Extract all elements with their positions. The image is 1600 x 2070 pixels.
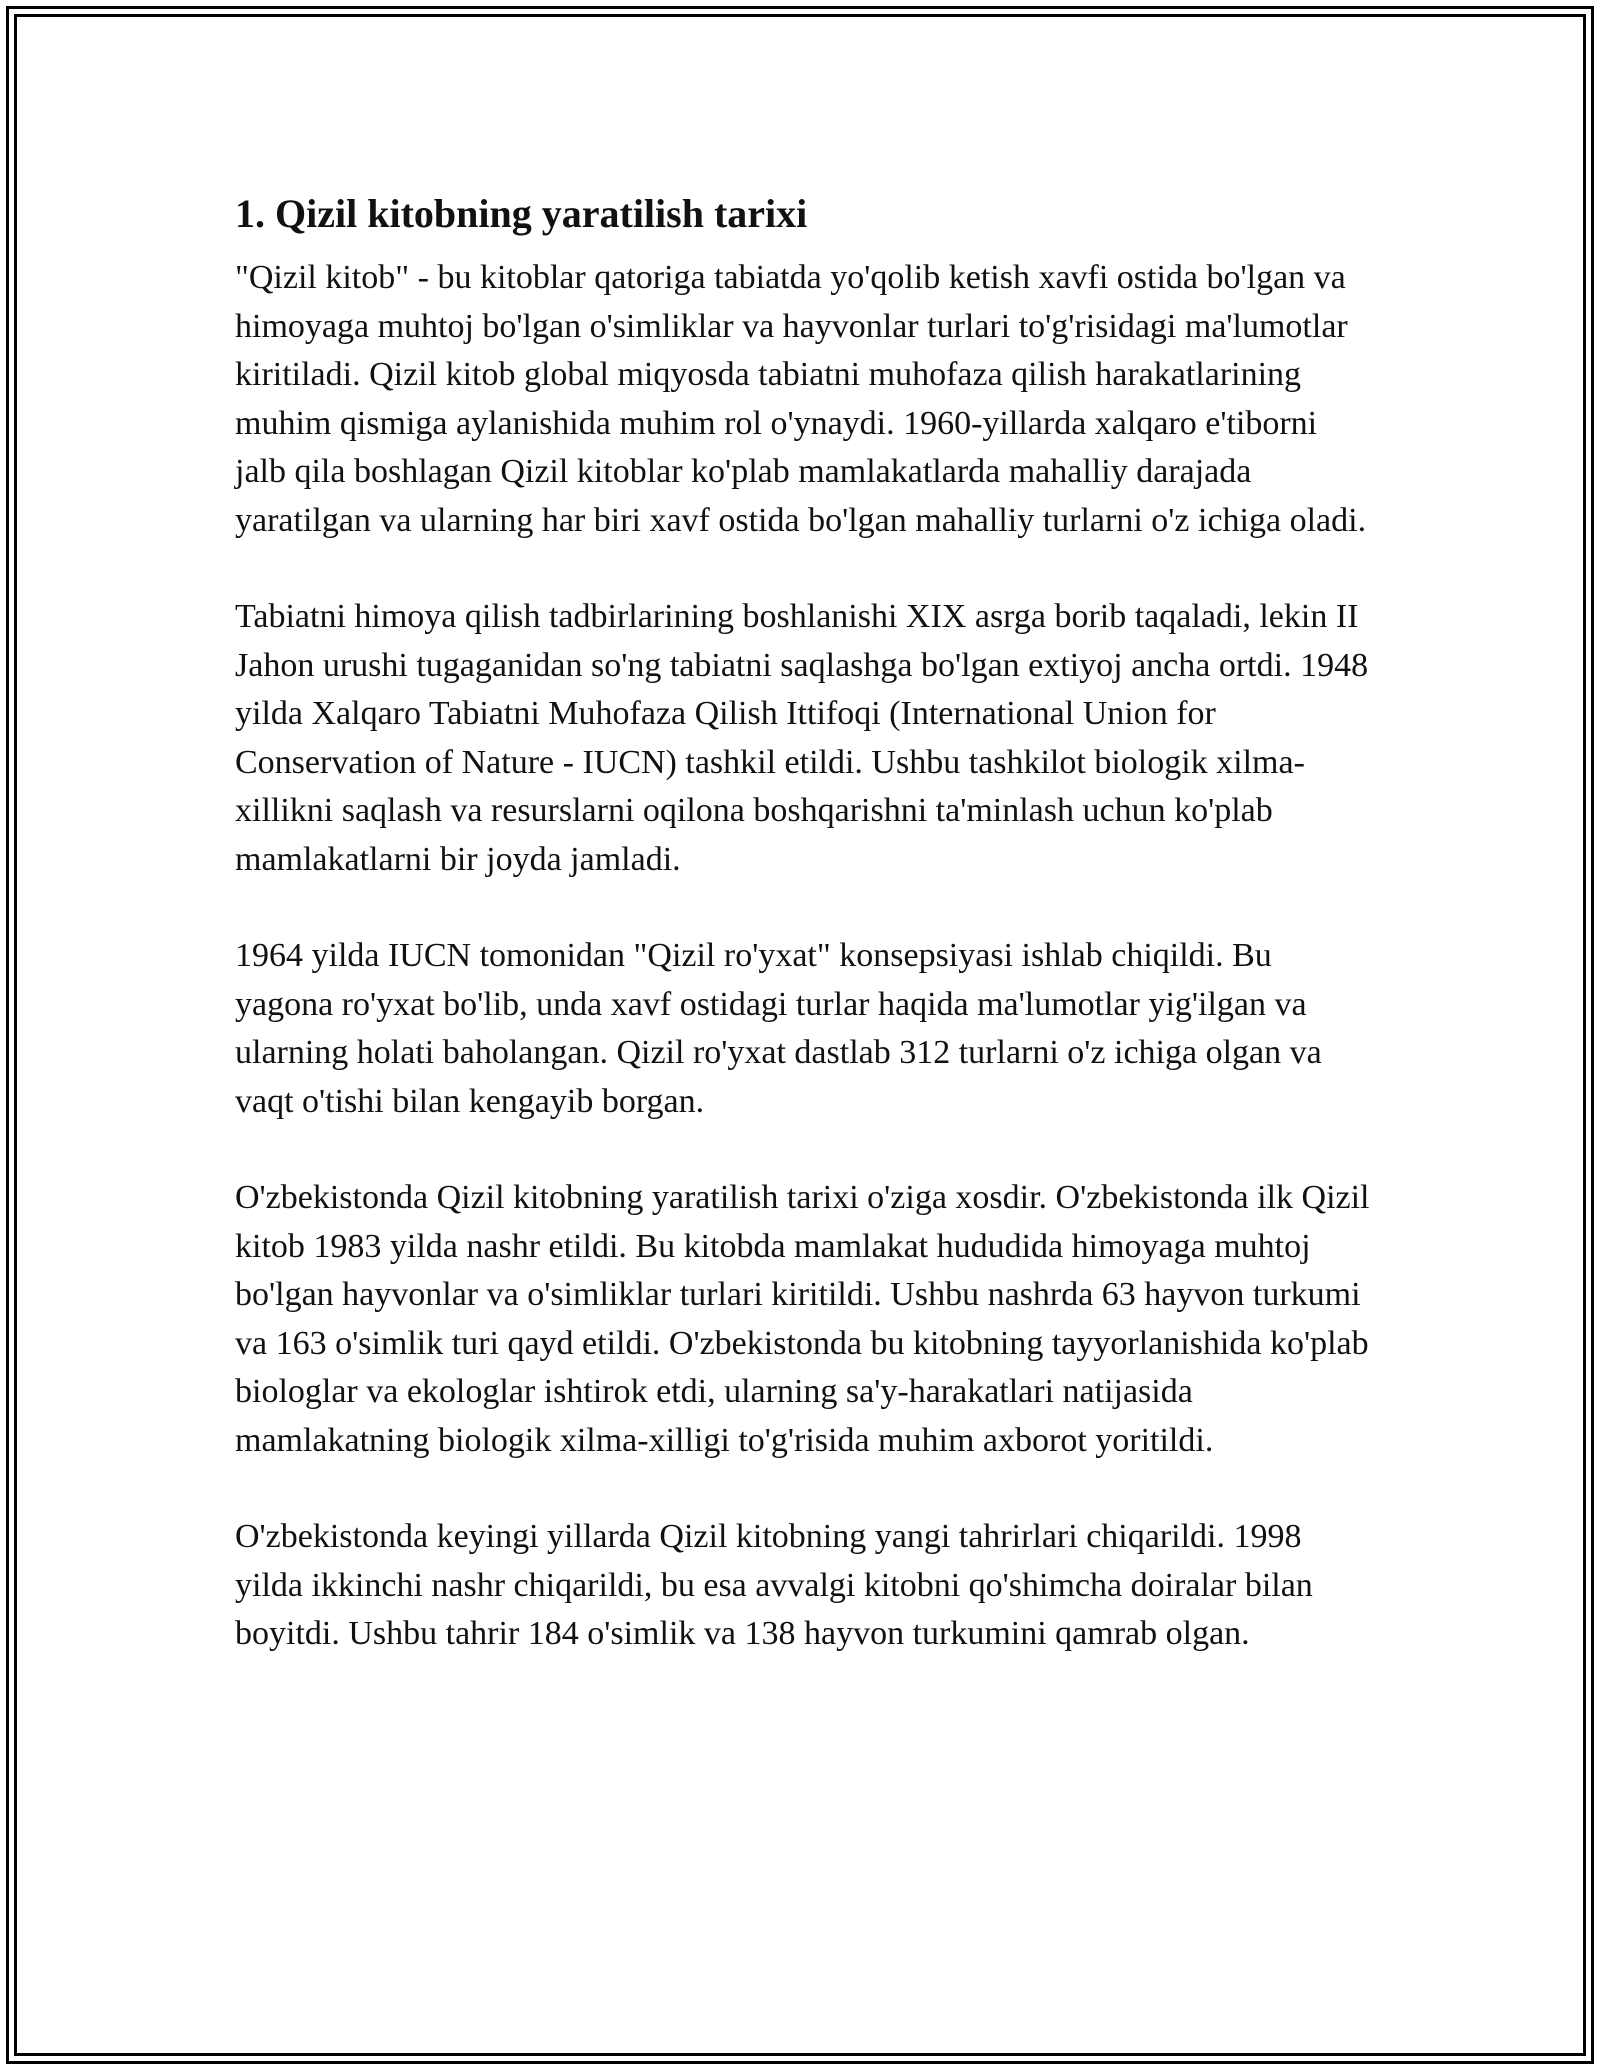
section-title: 1. Qizil kitobning yaratilish tarixi — [235, 191, 808, 236]
document-body — [235, 186, 1375, 1707]
paragraph-4: O'zbekistonda Qizil kitobning yaratilish tarixi o'ziga xosdir. O'zbekistonda ilk Qizil kitob 1983 yilda nashr etildi. Bu kitobda mamlakat hududida himoyaga muhtoj bo'lgan hayvonlar va o'simliklar turlari kiritildi. Ushbu nashrda 63 hayvon turkumi va 163 o'simlik turi qayd etildi. O'zbekistonda bu kitobning tayyorlanishida ko'plab biologlar va ekologlar ishtirok etdi, ularning sa'y-harakatlari natijasida mamlakatning biologik xilma-xilligi to'g'risida muhim axborot yoritildi. — [235, 1179, 1370, 1459]
paragraph-2: Tabiatni himoya qilish tadbirlarining boshlanishi XIX asrga borib taqaladi, lekin II Jahon urushi tugaganidan so'ng tabiatni saqlashga bo'lgan extiyoj ancha ortdi. 1948 yilda Xalqaro Tabiatni Muhofaza Qilish Ittifoqi (International Union for Conservation of Nature - IUCN) tashkil etildi. Ushbu tashkilot biologik xilma-xillikni saqlash va resurslarni oqilona boshqarishni ta'minlash uchun ko'plab mamlakatlarni bir joyda jamladi. — [235, 598, 1369, 878]
paragraph-1: "Qizil kitob" - bu kitoblar qatoriga tabiatda yo'qolib ketish xavfi ostida bo'lgan va himoyaga muhtoj bo'lgan o'simliklar va hayvonlar turlari to'g'risidagi ma'lumotlar kiritiladi. Qizil kitob global miqyosda tabiatni muhofaza qilish harakatlarining muhim qismiga aylanishida muhim rol o'ynaydi. 1960-yillarda xalqaro e'tiborni jalb qila boshlagan Qizil kitoblar ko'plab mamlakatlarda mahalliy darajada yaratilgan va ularning har biri xavf ostida bo'lgan mahalliy turlarni o'z ichiga oladi. — [235, 259, 1367, 539]
paragraph-5: O'zbekistonda keyingi yillarda Qizil kitobning yangi tahrirlari chiqarildi. 1998 yilda ikkinchi nashr chiqarildi, bu esa avvalgi kitobni qo'shimcha doiralar bilan boyitdi. Ushbu tahrir 184 o'simlik va 138 hayvon turkumini qamrab olgan. — [235, 1518, 1313, 1652]
paragraph-3: 1964 yilda IUCN tomonidan "Qizil ro'yxat" konsepsiyasi ishlab chiqildi. Bu yagona ro'yxat bo'lib, unda xavf ostidagi turlar haqida ma'lumotlar yig'ilgan va ularning holati baholangan. Qizil ro'yxat dastlab 312 turlarni o'z ichiga olgan va vaqt o'tishi bilan kengayib borgan. — [235, 937, 1322, 1120]
